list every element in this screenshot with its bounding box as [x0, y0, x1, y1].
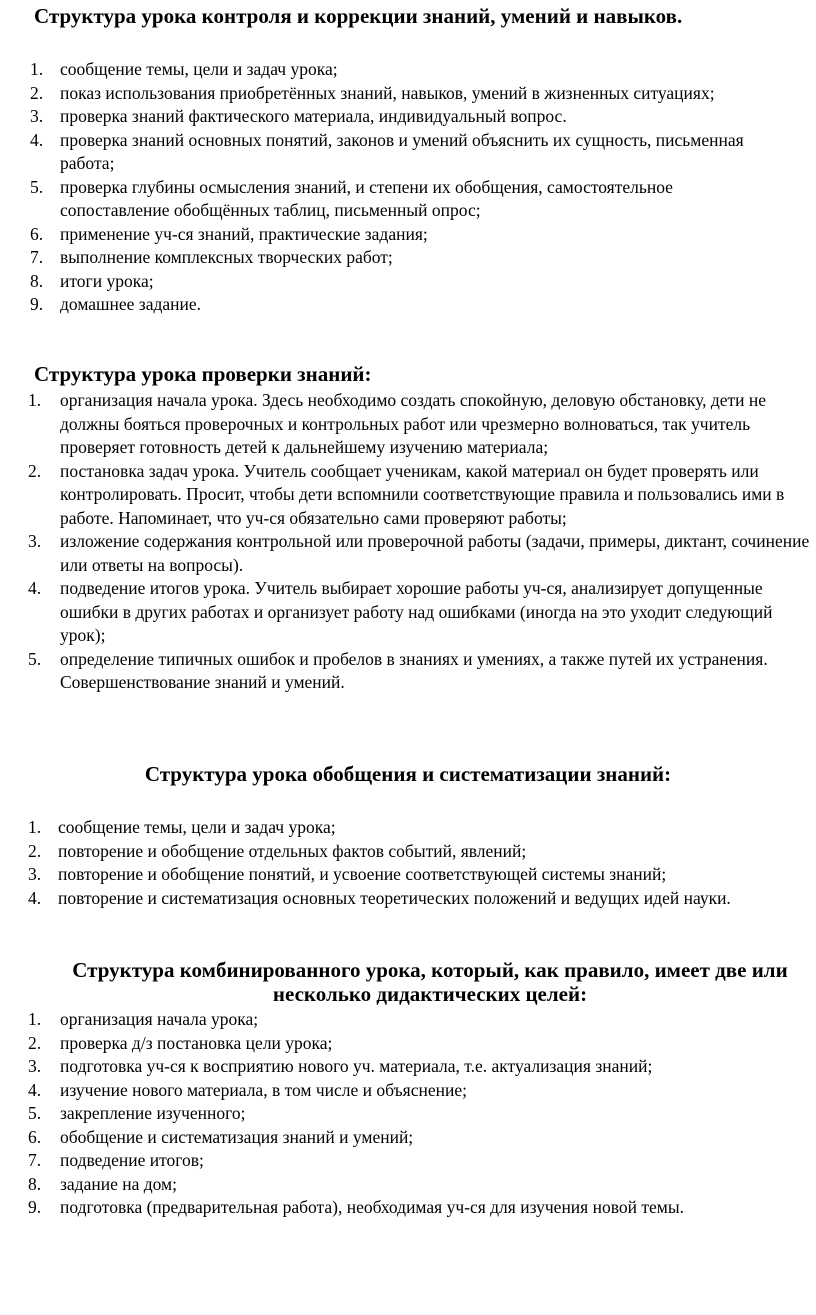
list-item: 9. подготовка (предварительная работа), необходимая уч-ся для изучения новой темы. [28, 1197, 684, 1217]
list-item: 8. задание на дом; [28, 1173, 177, 1194]
section-control-correction [0, 4, 816, 317]
list-item: 7. подведение итогов; [28, 1150, 204, 1170]
numbered-list [0, 816, 788, 910]
list-item: 8. итоги урока; [30, 270, 154, 291]
list-item: 4. проверка знаний основных понятий, законов и умений объяснить их сущность, письменная работа; [30, 129, 744, 173]
list-item: 2. повторение и обобщение отдельных фактов событий, явлений; [28, 840, 527, 861]
numbered-list [0, 1008, 808, 1220]
list-item: 2. проверка д/з постановка цели урока; [28, 1032, 333, 1053]
list-item: 1. организация начала урока. Здесь необходимо создать спокойную, деловую обстановку, дети не должны бояться проверочных и контрольных работ или чрезмерно волноваться, так учитель проверяет готовность детей к дальнейшему изучению материала; [28, 390, 767, 457]
list-item: 4. подведение итогов урока. Учитель выбирает хорошие работы уч-ся, анализирует допущенные ошибки в других работах и организует работу над ошибками (иногда на это уходит следующий урок); [28, 578, 773, 645]
section-heading: Структура урока проверки знаний: [34, 362, 372, 386]
list-item: 5. определение типичных ошибок и пробелов в знаниях и умениях, а также путей их устранения. Совершенствование знаний и умений. [28, 648, 768, 692]
section-heading: Структура урока обобщения и систематизации знаний: [144, 762, 672, 786]
list-item: 2. показ использования приобретённых знаний, навыков, умений в жизненных ситуациях; [30, 82, 715, 103]
list-item: 4. повторение и систематизация основных теоретических положений и ведущих идей науки. [28, 887, 731, 908]
list-item: 1. сообщение темы, цели и задач урока; [28, 817, 336, 837]
list-item: 3. подготовка уч-ся к восприятию нового уч. материала, т.е. актуализация знаний; [28, 1056, 653, 1076]
list-item: 3. повторение и обобщение понятий, и усвоение соответствующей системы знаний; [28, 864, 667, 884]
section-heading: Структура урока контроля и коррекции знаний, умений и навыков. [34, 4, 683, 28]
list-item: 5. закрепление изученного; [28, 1103, 246, 1123]
list-item: 9. домашнее задание. [30, 294, 202, 314]
list-item: 6. обобщение и систематизация знаний и умений; [28, 1126, 414, 1147]
section-combined-lesson [0, 958, 816, 1220]
list-item: 5. проверка глубины осмысления знаний, и степени их обобщения, самостоятельное сопоставление обобщённых таблиц, письменный опрос; [30, 176, 673, 220]
section-knowledge-check [0, 362, 816, 695]
section-generalization [0, 762, 816, 910]
numbered-list [0, 58, 770, 317]
list-item: 7. выполнение комплексных творческих работ; [30, 247, 393, 267]
numbered-list [0, 389, 816, 695]
list-item: 6. применение уч-ся знаний, практические задания; [30, 223, 428, 244]
list-item: 1. организация начала урока; [28, 1009, 259, 1029]
list-item: 2. постановка задач урока. Учитель сообщает ученикам, какой материал он будет проверять или контролировать. Просит, чтобы дети вспомнили соответствующие правила и пользовались ими в работе. Напоминает, что уч-ся обязательно сами проверяют работы; [28, 460, 785, 528]
list-item: 3. изложение содержания контрольной или проверочной работы (задачи, примеры, диктант, сочинение или ответы на вопросы). [28, 531, 810, 575]
list-item: 4. изучение нового материала, в том числе и объяснение; [28, 1079, 467, 1100]
section-heading: Структура комбинированного урока, который, как правило, имеет две или несколько дидактических целей: [72, 958, 788, 1006]
list-item: 1. сообщение темы, цели и задач урока; [30, 59, 338, 79]
list-item: 3. проверка знаний фактического материала, индивидуальный вопрос. [30, 106, 567, 126]
